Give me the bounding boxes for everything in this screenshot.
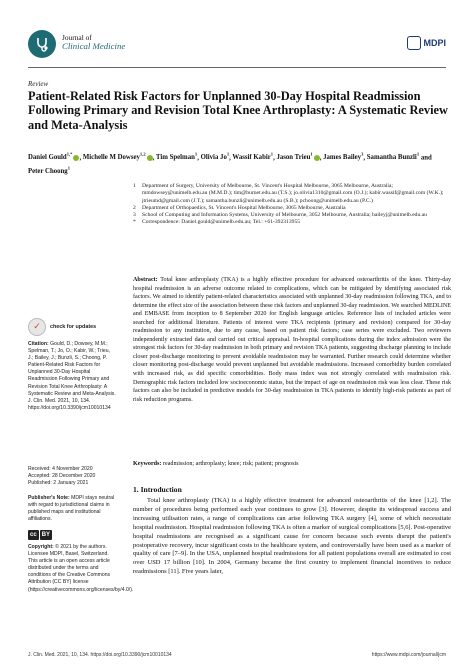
author-affiliation-mark: 1	[416, 152, 420, 157]
affiliation-text: School of Computing and Information Systems, University of Melbourne, 3052 Melbourne, Australia; baileyj@unimelb.edu.au	[142, 212, 427, 219]
keywords-text: readmission; arthroplasty; knee; risk; patient; prognosis	[162, 461, 299, 467]
article-title: Patient-Related Risk Factors for Unplanned 30-Day Hospital Readmission Following Primary and Revision Total Knee Arthroplasty: A Systematic Review and Meta-Analysis	[28, 89, 449, 132]
received-date: Received: 4 November 2020	[28, 466, 93, 472]
affiliations	[133, 183, 453, 227]
copyright-label: Copyright:	[28, 544, 54, 550]
author-name: Peter Choong	[28, 168, 68, 176]
author[interactable]	[276, 154, 319, 161]
author-name: Daniel Gould	[28, 154, 67, 162]
publisher-note-label: Publisher's Note:	[28, 495, 70, 501]
accepted-date: Accepted: 28 December 2020	[28, 473, 96, 480]
author-name: Wassif Kabir	[232, 154, 271, 162]
journal-logo	[28, 30, 56, 58]
author-name: Michelle M Dowsey	[82, 154, 140, 162]
author-affiliation-mark: 1,2	[139, 152, 146, 157]
check-for-updates-icon: ✓	[28, 318, 46, 336]
check-for-updates-button[interactable]	[28, 318, 116, 336]
article-type: Review	[28, 80, 49, 88]
keywords-label: Keywords:	[133, 461, 162, 467]
stethoscope-icon	[33, 35, 51, 53]
keywords	[133, 460, 451, 469]
page-footer	[28, 652, 446, 658]
publisher-name: MDPI	[423, 38, 446, 48]
author[interactable]	[28, 154, 79, 161]
author-affiliation-mark: 1	[270, 152, 274, 157]
affiliation-number: *	[133, 219, 136, 226]
citation-block	[28, 341, 116, 412]
author[interactable]	[156, 154, 197, 161]
author-affiliation-mark: 3	[361, 152, 364, 157]
author-name: Olivia Jo	[200, 154, 227, 162]
copyright-text: © 2021 by the authors. Licensee MDPI, Basel, Switzerland. This article is an open access article distributed under the terms and conditions of the Creative Commons Attribution (CC BY) license (https://creativecommons.org/licenses/by/4.0/).	[28, 544, 134, 593]
intro-paragraph: Total knee arthroplasty (TKA) is a highly effective treatment for advanced osteoarthritis of the knee [1,2]. The number of procedures being performed each year continues to grow [3]. However, despite its widespread success and increasing utilisation rates, a range of complications can arise following TKA surgery [4], some of which necessitate hospital readmission. Hospital readmission following TKA is often a marker of surgical complications [5,6]. Post-operative hospital readmissions are recognised as a significant cause for concern because such events disrupt the patient's postoperative recovery, incur significant costs to the healthcare system, and controversially have been used as a marker of quality of care [7–9]. In the USA, unplanned hospital readmissions for all patient populations overall are estimated to cost over USD 17 billion [10]. In 2004, Germany became the first country to implement financial incentives to reduce readmissions [11]. Five years later,	[133, 497, 451, 576]
journal-name-line1: Journal of	[62, 33, 92, 42]
header-divider	[28, 67, 446, 68]
author[interactable]	[201, 154, 230, 161]
author[interactable]	[28, 168, 70, 175]
section-heading: 1. Introduction	[133, 485, 182, 494]
publisher-note-text: MDPI stays neutral with regard to jurisdictional claims in published maps and institutional affiliations.	[28, 495, 115, 523]
author-affiliation-mark: 1	[310, 152, 313, 157]
author-name: Jason Trieu	[276, 154, 311, 162]
affiliation-text: Department of Orthopaedics, St. Vincent's Hospital Melbourne, 3065 Melbourne, Australia	[142, 204, 346, 211]
publisher-logo[interactable]	[407, 36, 447, 50]
author-affiliation-mark: 1,*	[66, 152, 73, 157]
author-affiliation-mark: 1	[194, 152, 198, 157]
author[interactable]	[323, 154, 363, 161]
abstract	[133, 276, 451, 404]
abstract-text: Total knee arthroplasty (TKA) is a highly effective procedure for advanced osteoarthritis of the knee. Thirty-day hospital readmission is an adverse outcome related to complications, which can be mitigated by identifying associated risk factors. We aimed to identify patient-related characteristics associated with unplanned 30-day readmission following TKA, and to determine the effect size of the association between these risk factors and unplanned 30-day readmission. We searched MEDLINE and EMBASE from inception to 8 September 2020 for English language articles. Reference lists of included articles were searched for additional literature. Patients of interest were TKA recipients (primary and revision) compared for 30-day readmission to any institution, due to any cause, based on patient risk factors; case series were excluded. Two reviewers independently extracted data and carried out critical appraisal. In-hospital complications during the index admission were the strongest risk factors for 30-day readmission in both primary and revision TKA patients, suggesting discharge planning to include closer post-discharge monitoring to prevent avoidable readmission may be warranted. Further research could determine whether closer monitoring post-discharge would prevent unplanned but avoidable readmissions. Increased comorbidity burden correlated with increased risk, as did specific comorbidities. Body mass index was not strongly correlated with readmission risk. Demographic risk factors included low socioeconomic status, but the impact of age on readmission risk was less clear. These risk factors can also be included in predictive models for 30-day readmission in TKA patients to identify high-risk patients as part of risk reduction programs.	[133, 277, 451, 403]
affiliation-text: Correspondence: Daniel.gould@unimelb.edu.au; Tel.: +61-392313955	[142, 219, 301, 226]
author-list: Daniel Gould$^{1,*}$ , Michelle M Dowsey$^{1,2}$ , Tim Spelman$^1$, Olivia Jo$^1$, Wassif Kabir$^1$, Jason Trieu$^1$ , James Bailey$^3$, Samantha Bunzli$^1$ and Peter Choong$^1$	[28, 152, 432, 176]
footer-journal-url[interactable]: https://www.mdpi.com/journal/jcm	[371, 652, 446, 658]
author-affiliation-mark: 1	[226, 152, 230, 157]
cc-badge: cc	[30, 532, 37, 538]
journal-name-line2: Clinical Medicine	[62, 41, 126, 51]
check-for-updates-label: check for updates	[50, 324, 97, 330]
published-date: Published: 2 January 2021	[28, 480, 89, 487]
cc-by-icon[interactable]	[28, 530, 116, 540]
affiliation-number: 3	[133, 212, 136, 219]
affiliation-number: 2	[133, 204, 136, 211]
orcid-icon[interactable]	[314, 155, 320, 161]
affiliation-item	[133, 212, 453, 219]
affiliation-text: Department of Surgery, University of Melbourne, St. Vincent's Hospital Melbourne, 3065 Melbourne, Australia; mmdowsey@unimelb.edu.au (M.M.D.); tim@burnet.edu.au (T.S.); jo.olivia1310@gmail.com (O.J.); kabir.wassif@gmail.com (W.K.); jtrieumd@gmail.com (J.T.); samantha.bunzli@unimelb.edu.au (S.B.); pchoong@unimelb.edu.au (P.C.)	[142, 183, 444, 204]
mdpi-logo-icon	[407, 36, 421, 50]
orcid-icon[interactable]	[73, 155, 79, 161]
by-badge: BY	[41, 532, 51, 538]
copyright-block	[28, 544, 134, 594]
orcid-icon[interactable]	[147, 155, 153, 161]
affiliation-item	[133, 183, 453, 205]
footer-citation[interactable]: J. Clin. Med. 2021, 10, 134. https://doi.org/10.3390/jcm10010134	[28, 652, 172, 658]
abstract-label: Abstract:	[133, 277, 158, 283]
author-name: Samantha Bunzli	[366, 154, 417, 162]
author[interactable]	[83, 154, 153, 161]
author[interactable]	[232, 154, 273, 161]
publisher-note	[28, 495, 116, 523]
author[interactable]	[367, 154, 419, 161]
citation-label: Citation:	[28, 341, 49, 347]
author-name: Tim Spelman	[155, 154, 195, 162]
affiliation-number: 1	[133, 183, 136, 189]
affiliation-item	[133, 219, 453, 226]
author-name: James Bailey	[323, 154, 362, 162]
dates-block	[28, 466, 116, 487]
author-affiliation-mark: 1	[67, 166, 71, 172]
citation-text: Gould, D.; Dowsey, M.M.; Spelman, T.; Jo, O.; Kabir, W.; Trieu, J.; Bailey, J.; Bunzli, S.; Choong, P. Patient-Related Risk Factors for Unplanned 30-Day Hospital Readmission Following Primary and Revision Total Knee Arthroplasty: A Systematic Review and Meta-Analysis. J. Clin. Med. 2021, 10, 134. https://doi.org/10.3390/jcm10010134	[28, 341, 116, 411]
journal-name	[62, 33, 125, 51]
